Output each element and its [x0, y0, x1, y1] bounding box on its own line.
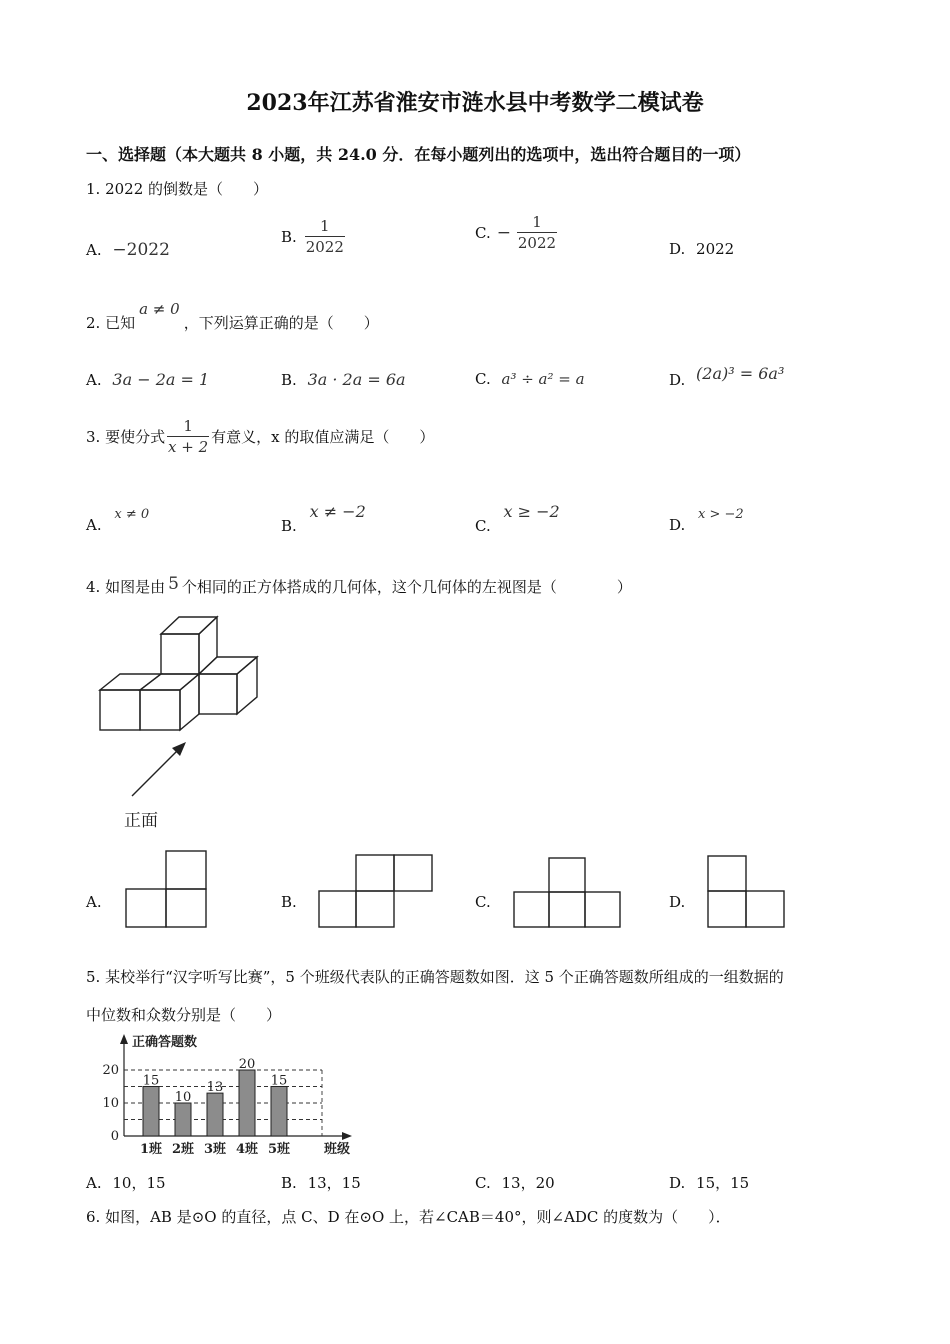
q2-option-c[interactable]: C. a³ ÷ a² = a: [475, 370, 585, 388]
y-axis-title: 正确答题数: [132, 1035, 198, 1050]
q3-option-d[interactable]: D. x > −2: [669, 507, 744, 534]
q4-option-a-view[interactable]: [124, 850, 208, 930]
q1-option-b-fraction: $\frac{1}{2022}$: [305, 217, 344, 256]
q1-stem: 1. 2022 的倒数是（ ）: [86, 180, 269, 198]
q5-option-d[interactable]: D. 15，15: [669, 1174, 750, 1192]
y-axis-arrow-icon: [120, 1034, 128, 1044]
q2-condition: a ≠ 0: [139, 300, 180, 318]
q1-option-d[interactable]: D. 2022: [669, 240, 735, 258]
bar: [239, 1070, 255, 1136]
q1-option-a[interactable]: A. −2022: [86, 240, 170, 260]
q2-option-b[interactable]: B. 3a · 2a = 6a: [281, 370, 406, 389]
q1-option-c-fraction: $\frac{1}{2022}$: [517, 213, 557, 252]
bar: [175, 1103, 191, 1136]
data-label: 20: [238, 1057, 256, 1072]
q5-option-a[interactable]: A. 10，15: [86, 1174, 166, 1192]
y-tick-label: 0: [110, 1129, 119, 1144]
q4-option-a-label[interactable]: A.: [86, 893, 102, 911]
y-tick-label: 20: [102, 1063, 119, 1078]
q5-stem-line2: 中位数和众数分别是（ ）: [86, 1006, 282, 1024]
q3-option-b[interactable]: B. x ≠ −2: [281, 502, 366, 535]
q5-stem-line1: 5. 某校举行“汉字听写比赛”，5 个班级代表队的正确答题数如图．这 5 个正确答题数所组成的一组数据的: [86, 968, 784, 986]
q5-option-c[interactable]: C. 13，20: [475, 1174, 555, 1192]
front-label: 正面: [124, 811, 158, 831]
bar: [207, 1093, 223, 1136]
x-tick-label: 5班: [267, 1142, 291, 1157]
q2-stem: 2. 已知a ≠ 0，下列运算正确的是（ ）: [86, 300, 379, 332]
q1-option-b[interactable]: B. $\frac{1}{2022}$: [281, 217, 344, 256]
q3-option-a[interactable]: A. x ≠ 0: [86, 507, 150, 534]
q4-option-c-view[interactable]: [512, 856, 624, 930]
q1-option-c[interactable]: C. − $\frac{1}{2022}$: [475, 213, 557, 252]
q2-option-d[interactable]: D. (2a)³ = 6a³: [669, 364, 785, 389]
bar-chart: [100, 1030, 360, 1160]
q4-option-c-label[interactable]: C.: [475, 893, 491, 911]
q2-option-a[interactable]: A. 3a − 2a = 1: [86, 370, 210, 389]
q1-option-a-value: −2022: [112, 240, 170, 260]
q4-option-d-view[interactable]: [706, 854, 790, 930]
y-tick-label: 10: [102, 1096, 119, 1111]
bar: [143, 1087, 159, 1137]
data-label: 15: [270, 1073, 288, 1089]
data-label: 10: [174, 1090, 192, 1105]
arrow-icon: [132, 742, 186, 796]
x-axis-arrow-icon: [342, 1132, 352, 1140]
q4-option-b-view[interactable]: [317, 853, 435, 931]
q3-fraction: $\frac{1}{x + 2}$: [168, 417, 209, 456]
q4-option-d-label[interactable]: D.: [669, 893, 686, 911]
q5-option-b[interactable]: B. 13，15: [281, 1174, 361, 1192]
x-axis-title: 班级: [324, 1142, 351, 1157]
q4-option-b-label[interactable]: B.: [281, 893, 297, 911]
q6-stem: 6. 如图，AB 是⊙O 的直径，点 C、D 在⊙O 上，若∠CAB＝40°，则∠ADC 的度数为（ ）．: [86, 1208, 731, 1226]
q3-option-c[interactable]: C. x ≥ −2: [475, 502, 560, 535]
x-tick-label: 1班: [139, 1142, 163, 1157]
data-label: 15: [142, 1073, 160, 1089]
x-tick-label: 2班: [171, 1142, 195, 1157]
cube-drawing: [100, 617, 257, 730]
page-title: 2023年江苏省淮安市涟水县中考数学二模试卷: [246, 90, 704, 116]
cube-figure: [90, 610, 290, 850]
data-label: 13: [206, 1080, 224, 1096]
q4-stem: 4. 如图是由 5 个相同的正方体搭成的几何体，这个几何体的左视图是（ ）: [86, 574, 632, 596]
q3-stem: 3. 要使分式 $\frac{1}{x + 2}$ 有意义，x 的取值应满足（ ）: [86, 417, 435, 456]
x-tick-label: 3班: [203, 1142, 227, 1157]
section-heading: 一、选择题（本大题共 8 小题，共 24.0 分．在每小题列出的选项中，选出符合题目的一项）: [86, 145, 751, 164]
x-tick-label: 4班: [235, 1142, 259, 1157]
bar: [271, 1087, 287, 1137]
